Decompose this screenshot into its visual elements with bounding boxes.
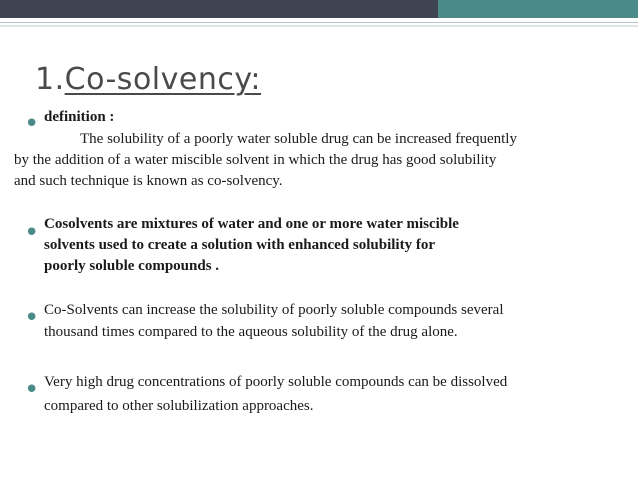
bullet-icon: • [24, 218, 40, 248]
bullet-3-line-1: Very high drug concentrations of poorly soluble compounds can be dissolved [44, 374, 508, 390]
bullet-icon: • [24, 109, 40, 139]
header-rule-light [0, 25, 638, 27]
definition-line-3: and such technique is known as co-solvency. [14, 173, 283, 189]
bullet-2-line-1: Co-Solvents can increase the solubility of poorly soluble compounds several [44, 302, 504, 318]
definition-line-2: by the addition of a water miscible solvent in which the drug has good solubility [14, 152, 497, 168]
header-bar [0, 0, 638, 18]
slide-title [35, 62, 261, 97]
bullet-1-line-2: solvents used to create a solution with enhanced solubility for [44, 237, 435, 253]
definition-line-1: The solubility of a poorly water soluble drug can be increased frequently [80, 131, 517, 147]
header-bar-accent [438, 0, 638, 18]
bullet-1-line-1: Cosolvents are mixtures of water and one or more water miscible [44, 216, 459, 232]
bullet-3-line-2: compared to other solubilization approaches. [44, 398, 314, 414]
title-number: 1. [35, 62, 65, 97]
bullet-icon: • [24, 375, 40, 405]
header-rule [0, 22, 638, 23]
title-text: Co-solvency: [64, 62, 262, 97]
bullet-2-line-2: thousand times compared to the aqueous solubility of the drug alone. [44, 324, 458, 340]
definition-label: definition : [44, 109, 115, 125]
bullet-1-line-3: poorly soluble compounds . [44, 258, 220, 274]
bullet-icon: • [24, 303, 40, 333]
